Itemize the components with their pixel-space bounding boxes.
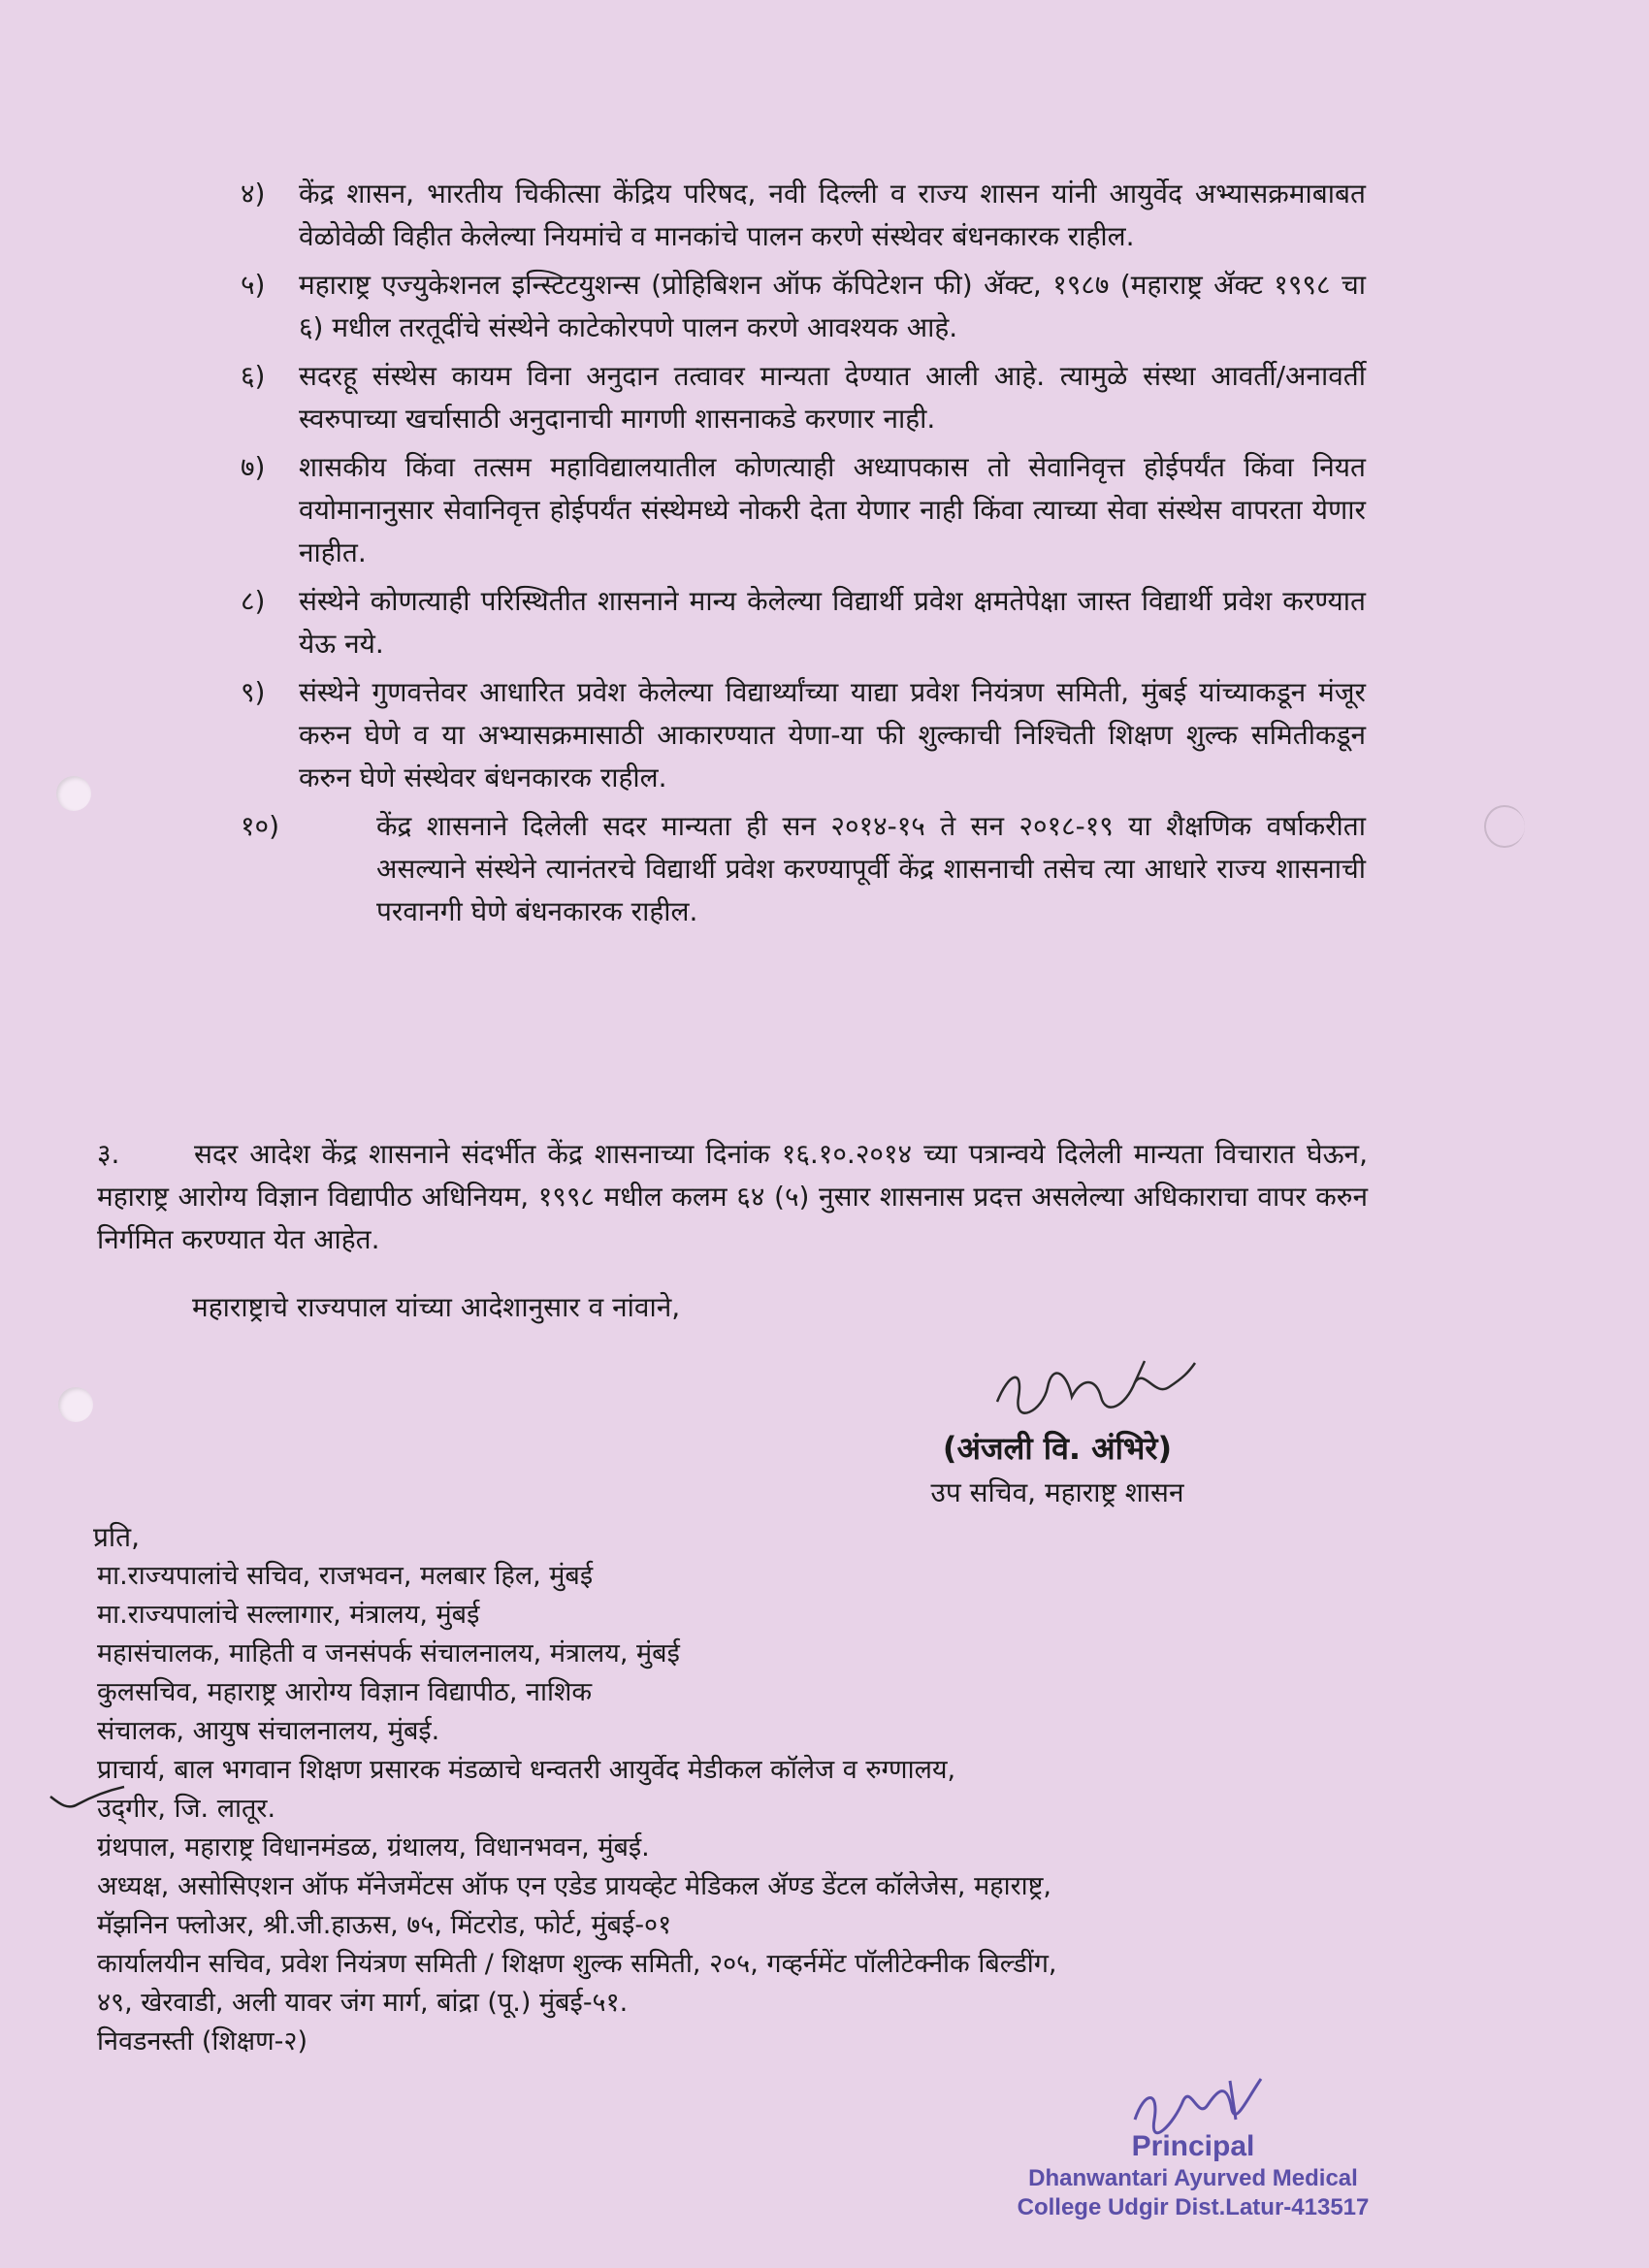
condition-number: ७) [241, 451, 266, 483]
paragraph-number: ३. [97, 1138, 120, 1170]
recipient-item [97, 1867, 1393, 1945]
paper-mark [1484, 805, 1525, 848]
recipient-item [97, 1751, 1393, 1829]
condition-text: शासकीय किंवा तत्सम महाविद्यालयातील कोणत्याही अध्यापकास तो सेवानिवृत्त होईपर्यंत किंवा नियत वयोमानानुसार सेवानिवृत्त होईपर्यंत संस्थेमध्ये नोकरी देता येणार नाही किंवा त्याच्या सेवा संस्थेस वापरता येणार नाहीत. [299, 451, 1366, 568]
recipient-line: उद्‌गीर, जि. लातूर. [97, 1794, 276, 1824]
handwritten-signature [989, 1353, 1203, 1421]
recipient-line: अध्यक्ष, असोसिएशन ऑफ मॅनेजमेंटस ऑफ एन एडेड प्रायव्हेट मेडिकल ॲण्ड डेंटल कॉलेजेस, महाराष्ट्र, [97, 1871, 1051, 1901]
condition-text: संस्थेने गुणवत्तेवर आधारित प्रवेश केलेल्या विद्यार्थ्यांच्या याद्या प्रवेश नियंत्रण समिती, मुंबई यांच्याकडून मंजूर करुन घेणे व या अभ्यासक्रमासाठी आकारण्यात येणा-या फी शुल्काची निश्चिती शिक्षण शुल्क समितीकडून करुन घेणे संस्थेवर बंधनकारक राहील. [299, 676, 1366, 794]
condition-item [241, 264, 1366, 349]
condition-item [241, 671, 1366, 799]
recipients-list [93, 1557, 1393, 2061]
recipient-line: मा.राज्यपालांचे सचिव, राजभवन, मलबार हिल, मुंबई [97, 1561, 594, 1591]
recipient-item [97, 1596, 1393, 1635]
recipient-line: मा.राज्यपालांचे सल्लागार, मंत्रालय, मुंबई [97, 1600, 480, 1630]
recipient-line: कार्यालयीन सचिव, प्रवेश नियंत्रण समिती / शिक्षण शुल्क समिती, २०५, गव्हर्नमेंट पॉलीटेक्नीक बिल्डींग, [97, 1949, 1057, 1979]
recipient-item [97, 2023, 1393, 2061]
recipients-label: प्रति, [93, 1521, 141, 1553]
recipient-line: ग्रंथपाल, महाराष्ट्र विधानमंडळ, ग्रंथालय, विधानभवन, मुंबई. [97, 1832, 650, 1863]
recipients-block [93, 1518, 1393, 2061]
condition-text: केंद्र शासन, भारतीय चिकीत्सा केंद्रिय परिषद, नवी दिल्ली व राज्य शासन यांनी आयुर्वेद अभ्यासक्रमाबाबत वेळोवेळी विहीत केलेल्या नियमांचे व मानकांचे पालन करणे संस्थेवर बंधनकारक राहील. [299, 178, 1366, 252]
paragraph-text: सदर आदेश केंद्र शासनाने संदर्भीत केंद्र शासनाच्या दिनांक १६.१०.२०१४ च्या पत्रान्वये दिलेली मान्यता विचारात घेऊन, महाराष्ट्र आरोग्य विज्ञान विद्यापीठ अधिनियम, १९९८ मधील कलम ६४ (५) नुसार शासनास प्रदत्त असलेल्या अधिकाराचा वापर करुन निर्गमित करण्यात येत आहेत. [97, 1138, 1368, 1255]
punch-hole-top [56, 776, 91, 811]
recipient-line: महासंचालक, माहिती व जनसंपर्क संचालनालय, मंत्रालय, मुंबई [97, 1638, 680, 1669]
condition-number: ९) [241, 676, 266, 708]
recipient-item [97, 1829, 1393, 1867]
recipient-item [97, 1673, 1393, 1712]
recipient-line: प्राचार्य, बाल भगवान शिक्षण प्रसारक मंडळाचे धन्वतरी आयुर्वेद मेडीकल कॉलेज व रुग्णालय, [97, 1755, 956, 1785]
recipient-line: निवडनस्ती (शिक्षण-२) [97, 2026, 307, 2057]
condition-item [241, 580, 1366, 665]
condition-number: ६) [241, 360, 266, 392]
recipient-line: संचालक, आयुष संचालनालय, मुंबई. [97, 1716, 440, 1746]
condition-text: सदरहू संस्थेस कायम विना अनुदान तत्वावर मान्यता देण्यात आली आहे. त्यामुळे संस्था आवर्ती/अनावर्ती स्वरुपाच्या खर्चासाठी अनुदानाची मागणी शासनाकडे करणार नाही. [299, 360, 1366, 435]
condition-item [241, 805, 1366, 933]
punch-hole-bottom [58, 1387, 93, 1422]
condition-number: ५) [241, 269, 266, 301]
order-line: महाराष्ट्राचे राज्यपाल यांच्या आदेशानुसार व नांवाने, [192, 1291, 681, 1323]
paragraph-3 [97, 1133, 1368, 1261]
condition-text: संस्थेने कोणत्याही परिस्थितीत शासनाने मान्य केलेल्या विद्यार्थी प्रवेश क्षमतेपेक्षा जास्त विद्यार्थी प्रवेश करण्यात येऊ नये. [299, 585, 1366, 660]
condition-number: १०) [241, 810, 280, 842]
conditions-list [241, 173, 1366, 939]
condition-text: महाराष्ट्र एज्युकेशनल इन्स्टिटयुशन्स (प्रोहिबिशन ऑफ कॅपिटेशन फी) ॲक्ट, १९८७ (महाराष्ट्र ॲक्ट १९९८ चा ६) मधील तरतूदींचे संस्थेने काटेकोरपणे पालन करणे आवश्यक आहे. [299, 269, 1366, 343]
condition-item [241, 446, 1366, 574]
recipient-item [97, 1945, 1393, 2023]
principal-stamp [980, 2071, 1406, 2222]
condition-number: ४) [241, 178, 266, 210]
recipient-line: मॅझनिन फ्लोअर, श्री.जी.हाऊस, ७५, मिंटरोड, फोर्ट, मुंबई-०१ [97, 1910, 672, 1940]
condition-number: ८) [241, 585, 266, 617]
signatory-block [854, 1426, 1261, 1515]
condition-item [241, 355, 1366, 440]
recipient-item [97, 1635, 1393, 1673]
recipient-line: कुलसचिव, महाराष्ट्र आरोग्य विज्ञान विद्यापीठ, नाशिक [97, 1677, 593, 1707]
condition-text: केंद्र शासनाने दिलेली सदर मान्यता ही सन २०१४-१५ ते सन २०१८-१९ या शैक्षणिक वर्षाकरीता असल्याने संस्थेने त्यानंतरचे विद्यार्थी प्रवेश करण्यापूर्वी केंद्र शासनाची तसेच त्या आधारे राज्य शासनाची परवानगी घेणे बंधनकारक राहील. [376, 810, 1366, 927]
condition-item [241, 173, 1366, 258]
recipient-item [97, 1712, 1393, 1751]
stamp-line-2: College Udgir Dist.Latur-413517 [1017, 2194, 1370, 2220]
signatory-designation: उप सचिव, महाराष्ट्र शासन [930, 1476, 1184, 1508]
recipient-line: ४९, खेरवाडी, अली यावर जंग मार्ग, बांद्रा (पू.) मुंबई-५१. [97, 1988, 629, 2018]
signatory-name: (अंजली वि. अंभिरे) [942, 1430, 1173, 1467]
recipient-item [97, 1557, 1393, 1596]
stamp-line-1: Dhanwantari Ayurved Medical [1028, 2165, 1358, 2191]
stamp-title: Principal [1131, 2130, 1255, 2162]
